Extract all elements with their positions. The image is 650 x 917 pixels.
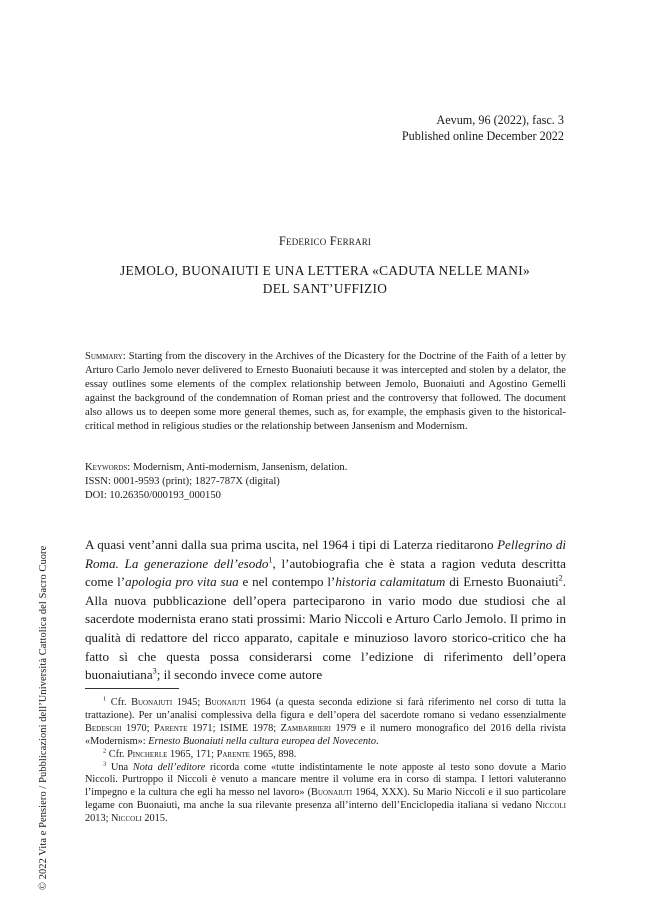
- body-text: di Ernesto Buonaiuti: [445, 574, 559, 590]
- footnote-ref[interactable]: 3: [152, 666, 157, 676]
- book-title: Pellegrino di Roma. La generazione dell’esodo: [85, 537, 567, 571]
- footnote-number: 3: [103, 760, 107, 768]
- keywords-block: [85, 461, 566, 502]
- body-text: . Alla nuova pubblicazione dell’opera parteciparono in vario modo due studiosi che al sacerdote modernista erano stati prossimi: Mario Niccoli e Arturo Carlo Jemolo. Il primo in qualità di redattore del ricco apparato, capitale e minuzioso lavoro storico-critico che ha fatto sì che questa possa considerarsi come l’edizione di riferimento dell’opera buonaiutiana: [85, 574, 567, 683]
- copyright-sidebar: [29, 470, 47, 890]
- footnote-1: $^1$ Cfr. Buonaiuti 1945; Buonaiuti 1964 (a questa seconda edizione si farà riferimento nel corso di tutta la trattazione). Per un’analisi complessiva della figura e dell’opera del sacerdote romano si vedano essenzialmente Bedeschi 1970; Parente 1971; ISIME 1978; Zambarbieri 1979 e il numero monografico del 2016 della rivista «Modernism»: Ernesto Buonaiuti nella cultura europea del Novecento.: [85, 695, 566, 747]
- body-text: e nel contempo l’: [238, 574, 336, 590]
- footnote-number: 1: [103, 695, 107, 703]
- issn-line: ISSN: 0001-9593 (print); 1827-787X (digital): [85, 475, 280, 487]
- summary-label: Summary:: [85, 351, 126, 362]
- title-line-1: JEMOLO, BUONAIUTI E UNA LETTERA «CADUTA NELLE MANI»: [120, 263, 530, 278]
- title-line-2: DEL SANT’UFFIZIO: [262, 281, 388, 296]
- footnote-ref[interactable]: 2: [558, 573, 563, 583]
- footnote-divider: [85, 688, 179, 689]
- journal-citation: Aevum, 96 (2022), fasc. 3: [436, 113, 564, 127]
- footnote-number: 2: [103, 747, 107, 755]
- keywords-label: Keywords:: [85, 462, 131, 473]
- italic-phrase: historia calamitatum: [335, 574, 446, 590]
- doi-line: DOI: 10.26350/000193_000150: [85, 489, 221, 501]
- body-paragraph: [85, 536, 566, 685]
- footnotes: [85, 697, 566, 826]
- keywords-text: Modernism, Anti-modernism, Jansenism, delation.: [132, 462, 348, 473]
- summary-abstract: [85, 350, 566, 435]
- footnote-2: $^2$ Cfr. Pincherle 1965, 171; Parente 1965, 898.: [103, 747, 297, 760]
- article-title: [0, 262, 650, 298]
- footnote-ref[interactable]: 1: [268, 555, 273, 565]
- footnote-3: $^3$ Una Nota dell’editore ricorda come «tutte indistintamente le note apposte al testo sono dovute a Mario Niccoli. Purtroppo il Niccoli è venuto a mancare mentre il volume era in corso di stampa. I lettori valuteranno l’impegno e la cultura che egli ha messo nel lavoro» (Buonaiuti 1964, XXX). Su Mario Niccoli e il suo particolare legame con Buonaiuti, ma anche la sua rilevante presenza all’interno dell’Enciclopedia italiana si vedano Niccoli 2013; Niccoli 2015.: [85, 760, 567, 825]
- summary-text: Starting from the discovery in the Archives of the Dicastery for the Doctrine of the Faith of a letter by Arturo Carlo Jemolo never delivered to Ernesto Buonaiuti because it was intercepted and stolen by a delator, the essay outlines some elements of the complex relationship between Jemolo, Buonaiuti and Agostino Gemelli against the background of the condemnation of Roman priest and the controversy that followed. The document also allows us to deepen some more general themes, such as, for example, the emphasis given to the historical-critical method in religious studies or the relationship between Jansenism and Modernism.: [85, 351, 566, 433]
- journal-metadata: [402, 112, 564, 144]
- italic-phrase: apologia pro vita sua: [125, 574, 239, 590]
- publication-date: Published online December 2022: [401, 129, 564, 143]
- body-text: , l’autobiografia che è stata a ragion veduta descritta come l’: [85, 555, 566, 590]
- body-text: ; il secondo invece come autore: [156, 667, 323, 683]
- copyright-text: © 2022 Vita e Pensiero / Pubblicazioni dell’Università Cattolica del Sacro Cuore: [38, 545, 49, 890]
- author-name: Federico Ferrari: [278, 234, 372, 248]
- body-text: A quasi vent’anni dalla sua prima uscita, nel 1964 i tipi di Laterza rieditarono: [85, 537, 498, 552]
- keywords-line: [85, 461, 566, 475]
